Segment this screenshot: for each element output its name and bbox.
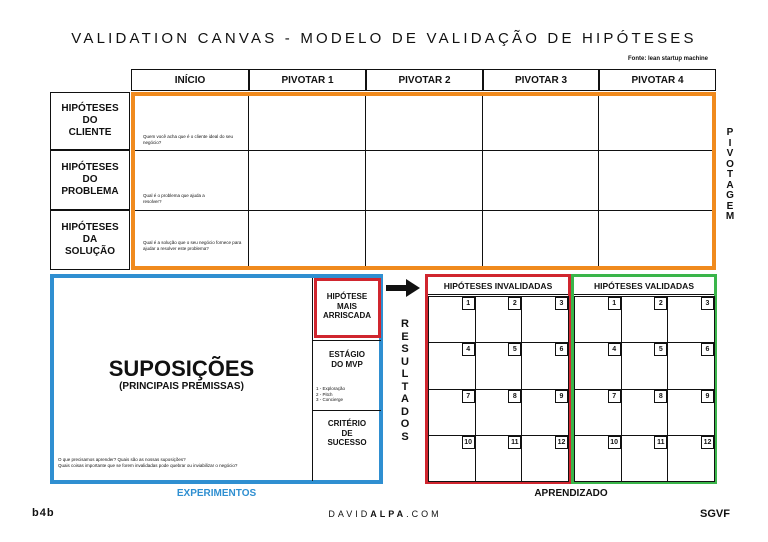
cell-number: 4 — [462, 343, 475, 356]
pivotagem-label — [723, 128, 737, 223]
result-cell — [521, 435, 569, 482]
result-cell — [621, 389, 669, 436]
cell-number: 1 — [608, 297, 621, 310]
cell-number: 1 — [462, 297, 475, 310]
cell-number: 9 — [701, 390, 714, 403]
cell-number: 9 — [555, 390, 568, 403]
suposicoes-subtitle: (PRINCIPAIS PREMISSAS) — [119, 381, 244, 392]
experimentos-label: EXPERIMENTOS — [176, 488, 257, 499]
hint-problema: Qual é o problema que ajuda a resolver? — [143, 193, 205, 204]
grid-divider — [598, 96, 599, 266]
grid-divider — [135, 150, 712, 151]
cell-number: 11 — [508, 436, 521, 449]
cell-number: 3 — [701, 297, 714, 310]
result-cell — [574, 296, 622, 343]
result-cell — [475, 435, 523, 482]
cell-number: 8 — [654, 390, 667, 403]
footer-site-b: ALPA — [370, 509, 407, 519]
cell-number: 4 — [608, 343, 621, 356]
hipoteses-validadas-label: HIPÓTESES VALIDADAS — [574, 277, 714, 295]
cell-number: 2 — [654, 297, 667, 310]
result-cell — [428, 435, 476, 482]
cell-number: 5 — [654, 343, 667, 356]
footer-site — [300, 509, 470, 519]
cell-number: 10 — [462, 436, 475, 449]
result-cell — [667, 389, 715, 436]
column-header-pivotar-1: PIVOTAR 1 — [249, 69, 366, 91]
result-cell — [667, 342, 715, 389]
cell-number: 5 — [508, 343, 521, 356]
suposicoes-hint-line-1: O que precisamos aprender? Quais são as nossas suposições? — [58, 457, 186, 462]
estagio-options: 1 - Exploração 2 - Pitch 3 - Concierge — [316, 386, 346, 402]
cell-number: 6 — [701, 343, 714, 356]
page-title: VALIDATION CANVAS - MODELO DE VALIDAÇÃO DE HIPÓTESES — [71, 30, 697, 47]
cell-number: 10 — [608, 436, 621, 449]
grid-divider — [482, 96, 483, 266]
cell-number: 12 — [555, 436, 568, 449]
column-header-pivotar-2: PIVOTAR 2 — [366, 69, 483, 91]
result-cell — [521, 389, 569, 436]
resultados-label — [398, 318, 412, 443]
result-cell — [521, 342, 569, 389]
estagio-label: ESTÁGIO DO MVP — [328, 350, 365, 369]
hypotheses-cells — [135, 96, 712, 266]
hipotese-arriscada-label: HIPÓTESE MAIS ARRISCADA — [323, 292, 371, 320]
cell-number: 11 — [654, 436, 667, 449]
cell-number: 6 — [555, 343, 568, 356]
result-cell — [428, 342, 476, 389]
footer-site-c: .COM — [406, 509, 442, 519]
row-header-problema — [50, 150, 130, 210]
side-divider — [313, 410, 381, 411]
pivotagem-text: P I V O T A G E M — [725, 127, 735, 222]
logo-right: SGVF — [700, 508, 730, 520]
resultados-text: R E S U L T A D O S — [400, 318, 410, 443]
hint-cliente: Quem você acha que é o cliente ideal do seu negócio? — [143, 134, 234, 145]
cell-number: 7 — [462, 390, 475, 403]
result-cell — [574, 435, 622, 482]
column-header-pivotar-3: PIVOTAR 3 — [483, 69, 599, 91]
logo-left: b4b — [32, 507, 55, 519]
suposicoes-hint — [58, 457, 308, 468]
result-cell — [621, 342, 669, 389]
hint-solucao: Qual é a solução que o seu negócio fornece para ajudar a resolver este problema? — [143, 240, 242, 251]
result-cell — [428, 296, 476, 343]
result-cell — [574, 342, 622, 389]
cell-number: 12 — [701, 436, 714, 449]
suposicoes-title: SUPOSIÇÕES — [108, 356, 255, 381]
side-divider — [313, 340, 381, 341]
cell-number: 3 — [555, 297, 568, 310]
result-cell — [574, 389, 622, 436]
grid-divider — [135, 210, 712, 211]
row-header-solucao — [50, 210, 130, 270]
result-cell — [621, 296, 669, 343]
column-header-inicio: INÍCIO — [131, 69, 249, 91]
cell-number: 2 — [508, 297, 521, 310]
grid-divider — [248, 96, 249, 266]
suposicoes-hint-line-2: Quais coisas importante que se forem invalidadas pode quebrar ou inviabilizar o negócio? — [58, 462, 238, 468]
column-header-pivotar-4: PIVOTAR 4 — [599, 69, 716, 91]
criterio-label: CRITÉRIO DE SUCESSO — [327, 419, 367, 447]
row-header-cliente — [50, 92, 130, 150]
row-label-cliente: HIPÓTESES DO CLIENTE — [61, 103, 119, 138]
arrow-right-icon — [386, 279, 422, 297]
footer-site-a: DAVID — [328, 509, 371, 519]
cell-number: 7 — [608, 390, 621, 403]
result-cell — [667, 296, 715, 343]
result-cell — [521, 296, 569, 343]
row-label-problema: HIPÓTESES DO PROBLEMA — [61, 162, 119, 197]
cell-number: 8 — [508, 390, 521, 403]
result-cell — [475, 296, 523, 343]
result-cell — [621, 435, 669, 482]
invalidadas-grid — [428, 296, 568, 481]
result-cell — [428, 389, 476, 436]
result-cell — [475, 389, 523, 436]
result-cell — [475, 342, 523, 389]
validadas-grid — [574, 296, 714, 481]
source-note: Fonte: lean startup machine — [627, 56, 708, 62]
aprendizado-label: APRENDIZADO — [534, 488, 608, 499]
row-label-solucao: HIPÓTESES DA SOLUÇÃO — [61, 222, 119, 257]
hipoteses-invalidadas-label: HIPÓTESES INVALIDADAS — [428, 277, 568, 295]
grid-divider — [365, 96, 366, 266]
result-cell — [667, 435, 715, 482]
